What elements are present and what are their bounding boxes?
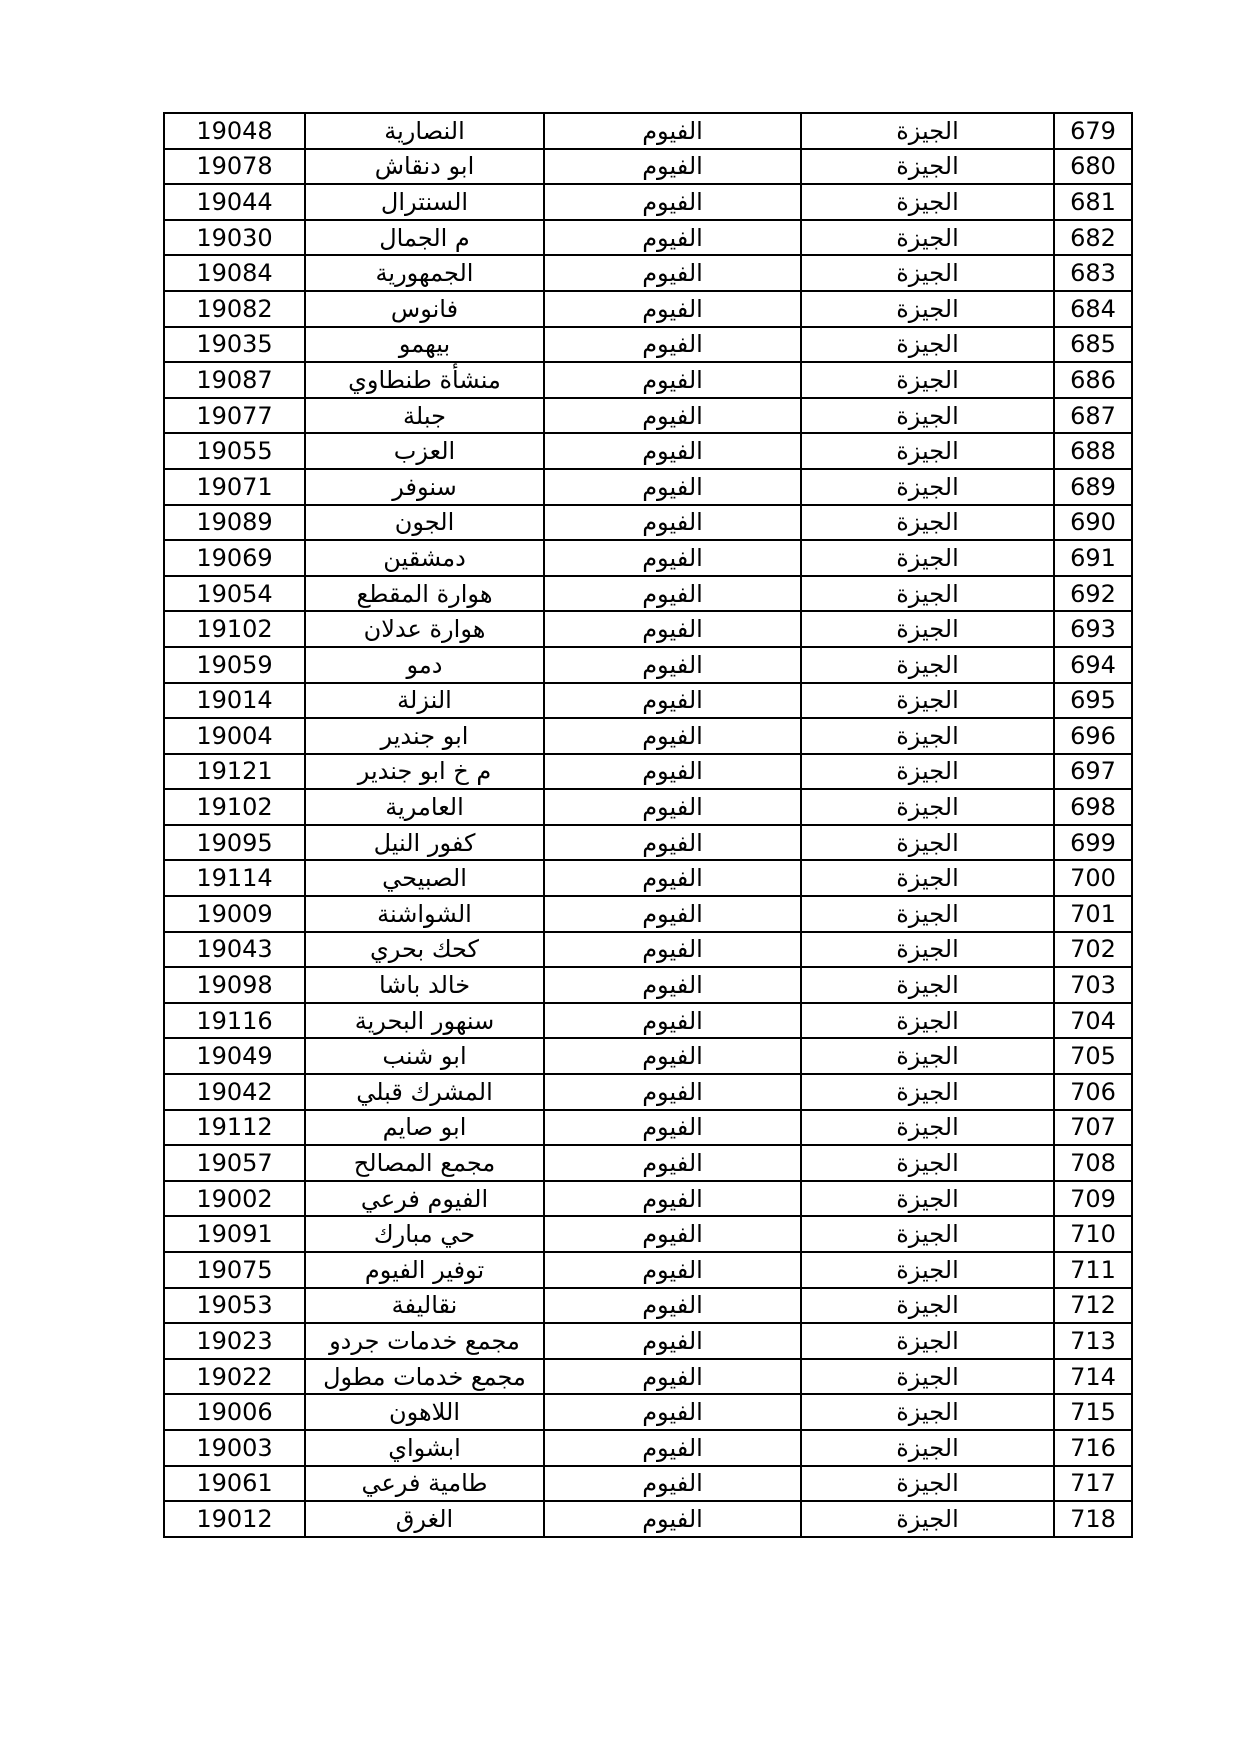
region-cell: الجيزة bbox=[801, 1466, 1054, 1502]
office-name-cell: الصبيحي bbox=[305, 860, 544, 896]
table-row bbox=[164, 718, 1132, 754]
row-number-cell: 701 bbox=[1054, 896, 1132, 932]
postal-code-cell: 19082 bbox=[164, 291, 305, 327]
region-cell: الجيزة bbox=[801, 1430, 1054, 1466]
office-name-cell: بيهمو bbox=[305, 327, 544, 363]
row-number-cell: 689 bbox=[1054, 469, 1132, 505]
region-cell: الجيزة bbox=[801, 220, 1054, 256]
office-name-cell: العزب bbox=[305, 433, 544, 469]
row-number-cell: 685 bbox=[1054, 327, 1132, 363]
office-name-cell: كحك بحري bbox=[305, 932, 544, 968]
region-cell: الجيزة bbox=[801, 433, 1054, 469]
table-row bbox=[164, 505, 1132, 541]
table-row bbox=[164, 576, 1132, 612]
postal-code-cell: 19054 bbox=[164, 576, 305, 612]
table-row bbox=[164, 611, 1132, 647]
office-name-cell: نقاليفة bbox=[305, 1288, 544, 1324]
region-cell: الجيزة bbox=[801, 683, 1054, 719]
region-cell: الجيزة bbox=[801, 647, 1054, 683]
region-cell: الجيزة bbox=[801, 291, 1054, 327]
city-cell: الفيوم bbox=[544, 469, 801, 505]
row-number-cell: 698 bbox=[1054, 789, 1132, 825]
table-row bbox=[164, 789, 1132, 825]
region-cell: الجيزة bbox=[801, 362, 1054, 398]
row-number-cell: 710 bbox=[1054, 1216, 1132, 1252]
region-cell: الجيزة bbox=[801, 896, 1054, 932]
postal-code-cell: 19112 bbox=[164, 1110, 305, 1146]
table-row bbox=[164, 825, 1132, 861]
office-name-cell: المشرك قبلي bbox=[305, 1074, 544, 1110]
postal-code-cell: 19116 bbox=[164, 1003, 305, 1039]
table-row bbox=[164, 327, 1132, 363]
row-number-cell: 683 bbox=[1054, 255, 1132, 291]
office-name-cell: جبلة bbox=[305, 398, 544, 434]
row-number-cell: 682 bbox=[1054, 220, 1132, 256]
postal-code-cell: 19121 bbox=[164, 754, 305, 790]
table-row bbox=[164, 540, 1132, 576]
region-cell: الجيزة bbox=[801, 469, 1054, 505]
row-number-cell: 693 bbox=[1054, 611, 1132, 647]
postal-code-cell: 19004 bbox=[164, 718, 305, 754]
region-cell: الجيزة bbox=[801, 184, 1054, 220]
table-row bbox=[164, 896, 1132, 932]
office-name-cell: النزلة bbox=[305, 683, 544, 719]
city-cell: الفيوم bbox=[544, 149, 801, 185]
row-number-cell: 696 bbox=[1054, 718, 1132, 754]
office-name-cell: منشأة طنطاوي bbox=[305, 362, 544, 398]
postal-code-cell: 19089 bbox=[164, 505, 305, 541]
office-name-cell: النصارية bbox=[305, 113, 544, 149]
table-row bbox=[164, 113, 1132, 149]
table-row bbox=[164, 683, 1132, 719]
row-number-cell: 679 bbox=[1054, 113, 1132, 149]
row-number-cell: 703 bbox=[1054, 967, 1132, 1003]
row-number-cell: 715 bbox=[1054, 1394, 1132, 1430]
postal-code-cell: 19098 bbox=[164, 967, 305, 1003]
city-cell: الفيوم bbox=[544, 932, 801, 968]
table-row bbox=[164, 1430, 1132, 1466]
table-row bbox=[164, 220, 1132, 256]
region-cell: الجيزة bbox=[801, 789, 1054, 825]
table-row bbox=[164, 1394, 1132, 1430]
region-cell: الجيزة bbox=[801, 113, 1054, 149]
city-cell: الفيوم bbox=[544, 1359, 801, 1395]
region-cell: الجيزة bbox=[801, 1501, 1054, 1537]
row-number-cell: 711 bbox=[1054, 1252, 1132, 1288]
office-name-cell: اللاهون bbox=[305, 1394, 544, 1430]
office-name-cell: توفير الفيوم bbox=[305, 1252, 544, 1288]
table-row bbox=[164, 1501, 1132, 1537]
postal-code-cell: 19009 bbox=[164, 896, 305, 932]
city-cell: الفيوم bbox=[544, 1038, 801, 1074]
postal-code-cell: 19042 bbox=[164, 1074, 305, 1110]
row-number-cell: 718 bbox=[1054, 1501, 1132, 1537]
table-row bbox=[164, 469, 1132, 505]
city-cell: الفيوم bbox=[544, 1501, 801, 1537]
row-number-cell: 712 bbox=[1054, 1288, 1132, 1324]
post-office-table bbox=[163, 112, 1133, 1538]
table-row bbox=[164, 1003, 1132, 1039]
table-row bbox=[164, 754, 1132, 790]
postal-code-cell: 19003 bbox=[164, 1430, 305, 1466]
postal-code-cell: 19006 bbox=[164, 1394, 305, 1430]
office-name-cell: طامية فرعي bbox=[305, 1466, 544, 1502]
city-cell: الفيوم bbox=[544, 113, 801, 149]
city-cell: الفيوم bbox=[544, 327, 801, 363]
office-name-cell: مجمع خدمات مطول bbox=[305, 1359, 544, 1395]
region-cell: الجيزة bbox=[801, 754, 1054, 790]
region-cell: الجيزة bbox=[801, 576, 1054, 612]
city-cell: الفيوم bbox=[544, 1430, 801, 1466]
city-cell: الفيوم bbox=[544, 683, 801, 719]
table-body bbox=[164, 113, 1132, 1537]
postal-code-cell: 19014 bbox=[164, 683, 305, 719]
region-cell: الجيزة bbox=[801, 1145, 1054, 1181]
postal-code-cell: 19030 bbox=[164, 220, 305, 256]
region-cell: الجيزة bbox=[801, 1110, 1054, 1146]
office-name-cell: الشواشنة bbox=[305, 896, 544, 932]
row-number-cell: 681 bbox=[1054, 184, 1132, 220]
region-cell: الجيزة bbox=[801, 1216, 1054, 1252]
office-name-cell: سنوفر bbox=[305, 469, 544, 505]
office-name-cell: فانوس bbox=[305, 291, 544, 327]
postal-code-cell: 19078 bbox=[164, 149, 305, 185]
table-row bbox=[164, 1216, 1132, 1252]
postal-code-cell: 19102 bbox=[164, 789, 305, 825]
office-name-cell: هوارة المقطع bbox=[305, 576, 544, 612]
row-number-cell: 690 bbox=[1054, 505, 1132, 541]
city-cell: الفيوم bbox=[544, 540, 801, 576]
office-name-cell: مجمع خدمات جردو bbox=[305, 1323, 544, 1359]
city-cell: الفيوم bbox=[544, 1323, 801, 1359]
table-row bbox=[164, 1074, 1132, 1110]
postal-code-cell: 19012 bbox=[164, 1501, 305, 1537]
city-cell: الفيوم bbox=[544, 647, 801, 683]
postal-code-cell: 19055 bbox=[164, 433, 305, 469]
postal-code-cell: 19095 bbox=[164, 825, 305, 861]
city-cell: الفيوم bbox=[544, 291, 801, 327]
office-name-cell: الغرق bbox=[305, 1501, 544, 1537]
city-cell: الفيوم bbox=[544, 825, 801, 861]
office-name-cell: العامرية bbox=[305, 789, 544, 825]
city-cell: الفيوم bbox=[544, 1181, 801, 1217]
table-row bbox=[164, 1288, 1132, 1324]
office-name-cell: سنهور البحرية bbox=[305, 1003, 544, 1039]
postal-code-cell: 19035 bbox=[164, 327, 305, 363]
postal-code-cell: 19071 bbox=[164, 469, 305, 505]
city-cell: الفيوم bbox=[544, 1110, 801, 1146]
office-name-cell: الجمهورية bbox=[305, 255, 544, 291]
row-number-cell: 692 bbox=[1054, 576, 1132, 612]
postal-code-cell: 19102 bbox=[164, 611, 305, 647]
city-cell: الفيوم bbox=[544, 1288, 801, 1324]
row-number-cell: 686 bbox=[1054, 362, 1132, 398]
office-name-cell: مجمع المصالح bbox=[305, 1145, 544, 1181]
table-row bbox=[164, 362, 1132, 398]
postal-code-cell: 19022 bbox=[164, 1359, 305, 1395]
row-number-cell: 694 bbox=[1054, 647, 1132, 683]
postal-code-cell: 19061 bbox=[164, 1466, 305, 1502]
region-cell: الجيزة bbox=[801, 1074, 1054, 1110]
region-cell: الجيزة bbox=[801, 1252, 1054, 1288]
table-row bbox=[164, 1110, 1132, 1146]
city-cell: الفيوم bbox=[544, 220, 801, 256]
office-name-cell: دمو bbox=[305, 647, 544, 683]
region-cell: الجيزة bbox=[801, 825, 1054, 861]
city-cell: الفيوم bbox=[544, 1145, 801, 1181]
office-name-cell: خالد باشا bbox=[305, 967, 544, 1003]
row-number-cell: 709 bbox=[1054, 1181, 1132, 1217]
region-cell: الجيزة bbox=[801, 718, 1054, 754]
region-cell: الجيزة bbox=[801, 1181, 1054, 1217]
row-number-cell: 688 bbox=[1054, 433, 1132, 469]
table-row bbox=[164, 1181, 1132, 1217]
office-name-cell: الفيوم فرعي bbox=[305, 1181, 544, 1217]
office-name-cell: ابشواي bbox=[305, 1430, 544, 1466]
region-cell: الجيزة bbox=[801, 1323, 1054, 1359]
office-name-cell: م خ ابو جندير bbox=[305, 754, 544, 790]
region-cell: الجيزة bbox=[801, 967, 1054, 1003]
office-name-cell: الجون bbox=[305, 505, 544, 541]
city-cell: الفيوم bbox=[544, 1074, 801, 1110]
region-cell: الجيزة bbox=[801, 1394, 1054, 1430]
postal-code-cell: 19044 bbox=[164, 184, 305, 220]
postal-code-cell: 19002 bbox=[164, 1181, 305, 1217]
city-cell: الفيوم bbox=[544, 184, 801, 220]
table-row bbox=[164, 291, 1132, 327]
city-cell: الفيوم bbox=[544, 967, 801, 1003]
region-cell: الجيزة bbox=[801, 505, 1054, 541]
row-number-cell: 697 bbox=[1054, 754, 1132, 790]
postal-code-cell: 19043 bbox=[164, 932, 305, 968]
city-cell: الفيوم bbox=[544, 433, 801, 469]
row-number-cell: 702 bbox=[1054, 932, 1132, 968]
row-number-cell: 714 bbox=[1054, 1359, 1132, 1395]
office-name-cell: حي مبارك bbox=[305, 1216, 544, 1252]
postal-code-cell: 19084 bbox=[164, 255, 305, 291]
postal-code-cell: 19053 bbox=[164, 1288, 305, 1324]
city-cell: الفيوم bbox=[544, 505, 801, 541]
office-name-cell: السنترال bbox=[305, 184, 544, 220]
postal-code-cell: 19091 bbox=[164, 1216, 305, 1252]
city-cell: الفيوم bbox=[544, 789, 801, 825]
table-row bbox=[164, 1466, 1132, 1502]
office-name-cell: ابو شنب bbox=[305, 1038, 544, 1074]
region-cell: الجيزة bbox=[801, 860, 1054, 896]
row-number-cell: 684 bbox=[1054, 291, 1132, 327]
row-number-cell: 700 bbox=[1054, 860, 1132, 896]
row-number-cell: 704 bbox=[1054, 1003, 1132, 1039]
postal-code-cell: 19077 bbox=[164, 398, 305, 434]
office-name-cell: كفور النيل bbox=[305, 825, 544, 861]
region-cell: الجيزة bbox=[801, 149, 1054, 185]
postal-code-cell: 19059 bbox=[164, 647, 305, 683]
city-cell: الفيوم bbox=[544, 255, 801, 291]
office-name-cell: ابو صايم bbox=[305, 1110, 544, 1146]
region-cell: الجيزة bbox=[801, 540, 1054, 576]
row-number-cell: 717 bbox=[1054, 1466, 1132, 1502]
city-cell: الفيوم bbox=[544, 1216, 801, 1252]
postal-code-cell: 19023 bbox=[164, 1323, 305, 1359]
region-cell: الجيزة bbox=[801, 327, 1054, 363]
city-cell: الفيوم bbox=[544, 1394, 801, 1430]
region-cell: الجيزة bbox=[801, 611, 1054, 647]
table-row bbox=[164, 1252, 1132, 1288]
row-number-cell: 708 bbox=[1054, 1145, 1132, 1181]
row-number-cell: 699 bbox=[1054, 825, 1132, 861]
city-cell: الفيوم bbox=[544, 576, 801, 612]
table-row bbox=[164, 1359, 1132, 1395]
office-name-cell: م الجمال bbox=[305, 220, 544, 256]
table-row bbox=[164, 1323, 1132, 1359]
row-number-cell: 691 bbox=[1054, 540, 1132, 576]
row-number-cell: 680 bbox=[1054, 149, 1132, 185]
table-row bbox=[164, 932, 1132, 968]
table-row bbox=[164, 433, 1132, 469]
region-cell: الجيزة bbox=[801, 1003, 1054, 1039]
city-cell: الفيوم bbox=[544, 1466, 801, 1502]
city-cell: الفيوم bbox=[544, 718, 801, 754]
table-row bbox=[164, 967, 1132, 1003]
city-cell: الفيوم bbox=[544, 896, 801, 932]
region-cell: الجيزة bbox=[801, 1038, 1054, 1074]
region-cell: الجيزة bbox=[801, 1359, 1054, 1395]
region-cell: الجيزة bbox=[801, 1288, 1054, 1324]
region-cell: الجيزة bbox=[801, 255, 1054, 291]
table-row bbox=[164, 255, 1132, 291]
city-cell: الفيوم bbox=[544, 1003, 801, 1039]
postal-code-cell: 19069 bbox=[164, 540, 305, 576]
postal-code-cell: 19087 bbox=[164, 362, 305, 398]
city-cell: الفيوم bbox=[544, 398, 801, 434]
office-name-cell: ابو جندير bbox=[305, 718, 544, 754]
region-cell: الجيزة bbox=[801, 398, 1054, 434]
postal-code-cell: 19048 bbox=[164, 113, 305, 149]
postal-code-cell: 19049 bbox=[164, 1038, 305, 1074]
table-row bbox=[164, 149, 1132, 185]
row-number-cell: 707 bbox=[1054, 1110, 1132, 1146]
row-number-cell: 713 bbox=[1054, 1323, 1132, 1359]
table-row bbox=[164, 1038, 1132, 1074]
table-row bbox=[164, 647, 1132, 683]
postal-code-cell: 19075 bbox=[164, 1252, 305, 1288]
city-cell: الفيوم bbox=[544, 860, 801, 896]
postal-code-cell: 19114 bbox=[164, 860, 305, 896]
office-name-cell: ابو دنقاش bbox=[305, 149, 544, 185]
city-cell: الفيوم bbox=[544, 611, 801, 647]
office-name-cell: دمشقين bbox=[305, 540, 544, 576]
row-number-cell: 716 bbox=[1054, 1430, 1132, 1466]
city-cell: الفيوم bbox=[544, 362, 801, 398]
table-row bbox=[164, 184, 1132, 220]
city-cell: الفيوم bbox=[544, 754, 801, 790]
office-name-cell: هوارة عدلان bbox=[305, 611, 544, 647]
table-row bbox=[164, 398, 1132, 434]
row-number-cell: 706 bbox=[1054, 1074, 1132, 1110]
city-cell: الفيوم bbox=[544, 1252, 801, 1288]
row-number-cell: 695 bbox=[1054, 683, 1132, 719]
table-row bbox=[164, 860, 1132, 896]
row-number-cell: 705 bbox=[1054, 1038, 1132, 1074]
region-cell: الجيزة bbox=[801, 932, 1054, 968]
row-number-cell: 687 bbox=[1054, 398, 1132, 434]
postal-code-cell: 19057 bbox=[164, 1145, 305, 1181]
table-row bbox=[164, 1145, 1132, 1181]
